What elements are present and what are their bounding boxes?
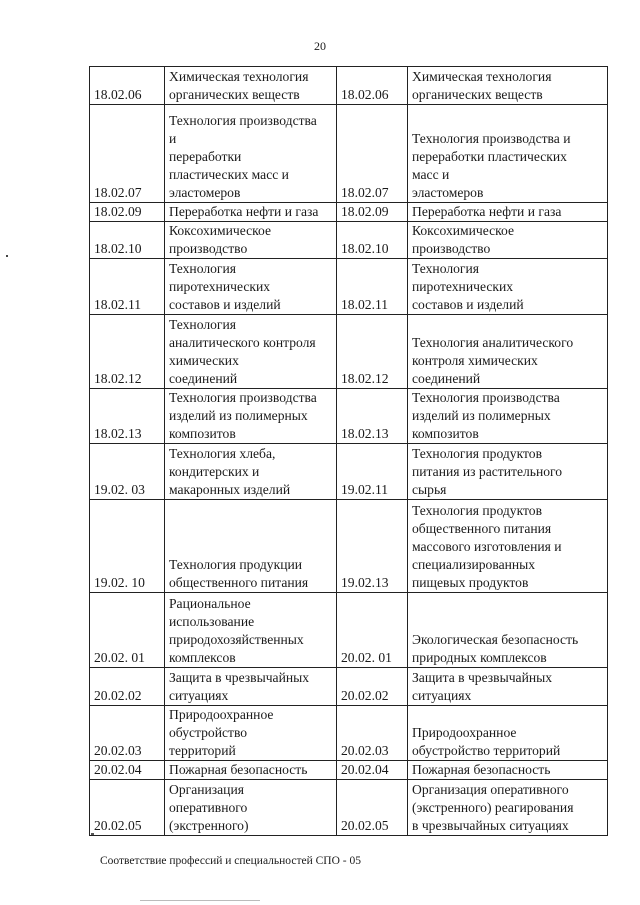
profession-code-cell: 20.02.03: [90, 706, 165, 761]
specialty-code-cell: 20.02.05: [337, 780, 408, 836]
profession-code-cell: 20.02.02: [90, 668, 165, 706]
specialty-name-cell: Коксохимическое производство: [408, 222, 608, 259]
specialty-name-cell: Химическая технология органических веществ: [408, 67, 608, 105]
profession-code-cell: 18.02.06: [90, 67, 165, 105]
profession-code-cell: 18.02.12: [90, 315, 165, 389]
specialty-code-cell: 20.02. 01: [337, 593, 408, 668]
table-row: [90, 780, 608, 836]
specialty-code-cell: 18.02.06: [337, 67, 408, 105]
profession-code-cell: 18.02.09: [90, 203, 165, 222]
profession-code-cell: 20.02. 01: [90, 593, 165, 668]
profession-name-cell: Защита в чрезвычайных ситуациях: [165, 668, 337, 706]
profession-name-cell: Химическая технология органических веществ: [165, 67, 337, 105]
table-row: [90, 593, 608, 668]
specialty-code-cell: 20.02.04: [337, 761, 408, 780]
profession-name-cell: Технология продукции общественного питания: [165, 500, 337, 593]
profession-code-cell: 19.02. 03: [90, 444, 165, 500]
specialty-code-cell: 18.02.09: [337, 203, 408, 222]
profession-name-cell: Коксохимическое производство: [165, 222, 337, 259]
specialty-code-cell: 20.02.03: [337, 706, 408, 761]
profession-name-cell: Технология пиротехнических составов и изделий: [165, 259, 337, 315]
specialty-code-cell: 18.02.10: [337, 222, 408, 259]
profession-name-cell: Технология производства изделий из полимерных композитов: [165, 389, 337, 444]
profession-code-cell: 18.02.10: [90, 222, 165, 259]
profession-name-cell: Организация оперативного (экстренного): [165, 780, 337, 836]
specialty-name-cell: Технология продуктов общественного питания массового изготовления и специализированных пищевых продуктов: [408, 500, 608, 593]
specialty-name-cell: Пожарная безопасность: [408, 761, 608, 780]
specialty-name-cell: Природоохранное обустройство территорий: [408, 706, 608, 761]
table-row: [90, 315, 608, 389]
scan-artifact-dot: [6, 255, 8, 257]
table-row: [90, 105, 608, 203]
profession-code-cell: 19.02. 10: [90, 500, 165, 593]
table-row: [90, 668, 608, 706]
correspondence-table: [89, 66, 608, 836]
specialty-code-cell: 18.02.12: [337, 315, 408, 389]
table-row: [90, 259, 608, 315]
specialty-name-cell: Организация оперативного (экстренного) реагирования в чрезвычайных ситуациях: [408, 780, 608, 836]
profession-name-cell: Технология аналитического контроля химических соединений: [165, 315, 337, 389]
specialty-code-cell: 19.02.11: [337, 444, 408, 500]
profession-name-cell: Переработка нефти и газа: [165, 203, 337, 222]
footer-text: Соответствие профессий и специальностей СПО - 05: [100, 855, 361, 867]
specialty-code-cell: 18.02.11: [337, 259, 408, 315]
specialty-code-cell: 19.02.13: [337, 500, 408, 593]
table-row: [90, 500, 608, 593]
specialty-name-cell: Переработка нефти и газа: [408, 203, 608, 222]
profession-name-cell: Рациональное использование природохозяйственных комплексов: [165, 593, 337, 668]
table-row: [90, 389, 608, 444]
profession-code-cell: 18.02.11: [90, 259, 165, 315]
profession-code-cell: 20.02.04: [90, 761, 165, 780]
profession-code-cell: 18.02.07: [90, 105, 165, 203]
table-row: [90, 761, 608, 780]
table-row: [90, 67, 608, 105]
table-row: [90, 444, 608, 500]
table-row: [90, 706, 608, 761]
table-row: [90, 222, 608, 259]
profession-name-cell: Пожарная безопасность: [165, 761, 337, 780]
specialty-name-cell: Технология производства и переработки пластических масс и эластомеров: [408, 105, 608, 203]
specialty-name-cell: Технология производства изделий из полимерных композитов: [408, 389, 608, 444]
profession-name-cell: Природоохранное обустройство территорий: [165, 706, 337, 761]
specialty-name-cell: Технология продуктов питания из растительного сырья: [408, 444, 608, 500]
specialty-name-cell: Технология аналитического контроля химических соединений: [408, 315, 608, 389]
specialty-name-cell: Защита в чрезвычайных ситуациях: [408, 668, 608, 706]
table-body: [90, 67, 608, 836]
profession-name-cell: Технология производства и переработки пластических масс и эластомеров: [165, 105, 337, 203]
specialty-name-cell: Технология пиротехнических составов и изделий: [408, 259, 608, 315]
profession-name-cell: Технология хлеба, кондитерских и макаронных изделий: [165, 444, 337, 500]
scan-artifact-mark: [91, 833, 94, 835]
specialty-code-cell: 18.02.07: [337, 105, 408, 203]
specialty-code-cell: 18.02.13: [337, 389, 408, 444]
page-number: 20: [314, 39, 326, 53]
specialty-code-cell: 20.02.02: [337, 668, 408, 706]
table-row: [90, 203, 608, 222]
scan-artifact-line: [140, 900, 260, 901]
profession-code-cell: 20.02.05: [90, 780, 165, 836]
specialty-name-cell: Экологическая безопасность природных комплексов: [408, 593, 608, 668]
profession-code-cell: 18.02.13: [90, 389, 165, 444]
